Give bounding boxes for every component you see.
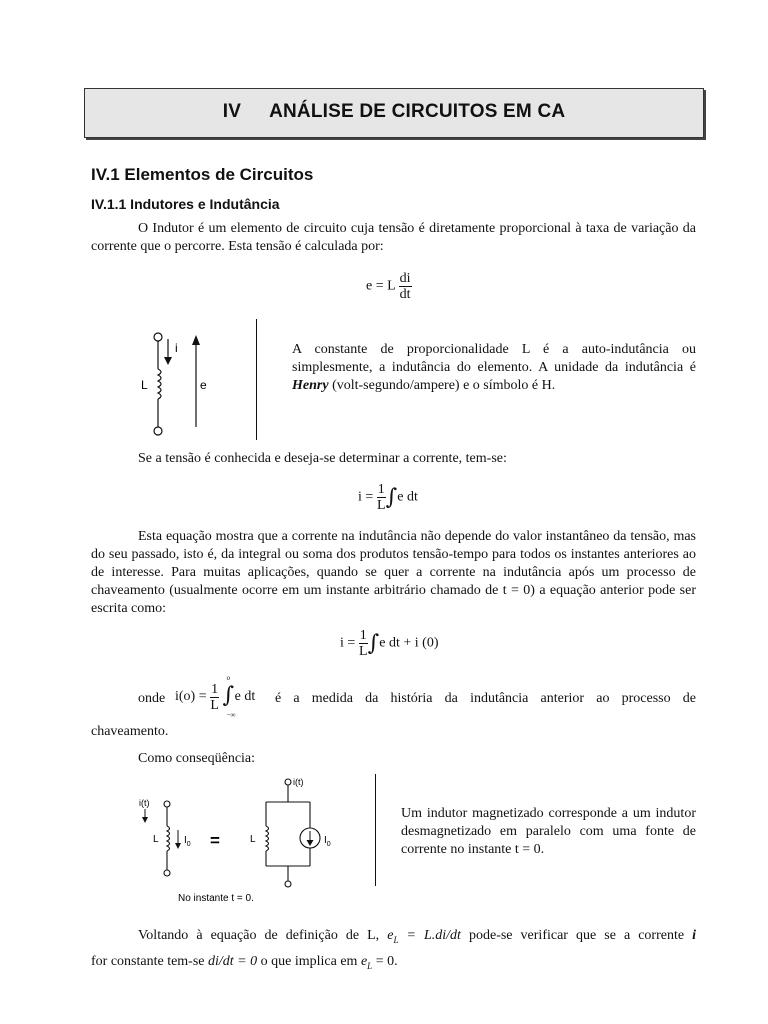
arrow-down-icon xyxy=(175,843,181,849)
equation-initial-current: i(o) = $\frac{1}{L}$ o ∫ −∞ e dt xyxy=(175,674,256,719)
magnetized-inductor-diagram xyxy=(130,770,360,910)
consequence-text: Como conseqüência: xyxy=(138,751,256,766)
integral-icon: ∫ xyxy=(222,683,235,708)
eq1-denominator: dt xyxy=(399,287,411,302)
figure-divider xyxy=(375,774,376,886)
terminal-top xyxy=(154,333,162,341)
inductance-paragraph: A constante de proporcionalidade L é a auto-indutância ou simplesmente, a indutância do elemento. A unidade da indutância é Henry (volt-segundo/ampere) e o símbolo é H. xyxy=(292,342,696,393)
svg-text:I0: $I_0$ xyxy=(184,835,191,848)
terminal-bottom xyxy=(154,427,162,435)
magnetized-inductor-paragraph: Um indutor magnetizado corresponde a um indutor desmagnetizado em paralelo com uma fonte de corrente no instante t = 0. xyxy=(401,806,696,857)
svg-text:L: L xyxy=(250,834,256,845)
intro-paragraph: O Indutor é um elemento de circuito cuja tensão é diretamente proporcional à taxa de variação da corrente que o percorre. Esta tensão é calculada por: xyxy=(91,221,696,254)
figure-divider xyxy=(256,319,257,440)
inductor-coil-icon xyxy=(158,369,161,399)
history-paragraph: Esta equação mostra que a corrente na indutância não depende do valor instantâneo da tensão, mas do seu passado, isto é, da integral ou soma dos produtos tensão-tempo para todos os instantes anteriores ao de interesse. Para muitas aplicações, quando se quer a corrente na indutância após um processo de chaveamento (usualmente ocorre em um instante arbitrário chamado de t = 0) a equação anterior pode ser escrita como: xyxy=(91,529,696,616)
onde-label: onde xyxy=(138,691,166,706)
voltage-label: e xyxy=(200,378,207,392)
equals-sign: = xyxy=(210,831,220,850)
svg-text:i(t): i(t) xyxy=(139,798,150,808)
svg-text:L: L xyxy=(153,834,159,845)
eq1-lhs: e = L xyxy=(366,278,396,294)
onde-description: é a medida da história da indutância anterior ao processo de xyxy=(275,691,696,706)
henry-unit: Henry xyxy=(292,378,329,393)
integral-icon: ∫ xyxy=(385,485,398,510)
chapter-title-text: ANÁLISE DE CIRCUITOS EM CA xyxy=(269,101,566,122)
current-intro-text: Se a tensão é conhecida e deseja-se determinar a corrente, tem-se: xyxy=(138,451,507,466)
svg-text:i(t): i(t) xyxy=(293,777,304,787)
equation-current-initial: i = $\frac{1}{L}$ ∫e dt + i (0) xyxy=(340,628,439,659)
equation-current-integral: i = $\frac{1}{L}$ ∫e dt xyxy=(358,482,418,513)
chapter-number: IV xyxy=(222,101,242,122)
eq1-numerator: di xyxy=(399,271,411,286)
inductor-diagram xyxy=(130,325,270,445)
arrow-down-icon xyxy=(142,817,148,823)
current-label: i xyxy=(175,341,178,355)
chapter-title xyxy=(85,101,703,123)
figure-caption: No instante t = 0. xyxy=(178,893,254,904)
integral-icon: ∫ xyxy=(367,631,380,656)
equation-inductor-voltage xyxy=(366,271,412,302)
final-paragraph: Voltando à equação de definição de L, $e_L = L.di/dt$ pode-se verificar que se a corrente i for constante tem-se di/dt = 0 o que implica em $e_L = 0$. xyxy=(91,928,696,971)
eq1-fraction xyxy=(399,271,412,302)
inductor-coil-icon xyxy=(167,826,170,851)
inductor-label: L xyxy=(141,378,148,392)
section-title: IV.1 Elementos de Circuitos xyxy=(91,165,314,184)
onde-continuation: chaveamento. xyxy=(91,724,169,739)
subsection-title: IV.1.1 Indutores e Indutância xyxy=(91,196,280,212)
svg-text:I0: $I_0$ xyxy=(324,835,331,848)
chapter-header xyxy=(84,88,704,138)
inductor-coil-icon xyxy=(266,826,269,851)
